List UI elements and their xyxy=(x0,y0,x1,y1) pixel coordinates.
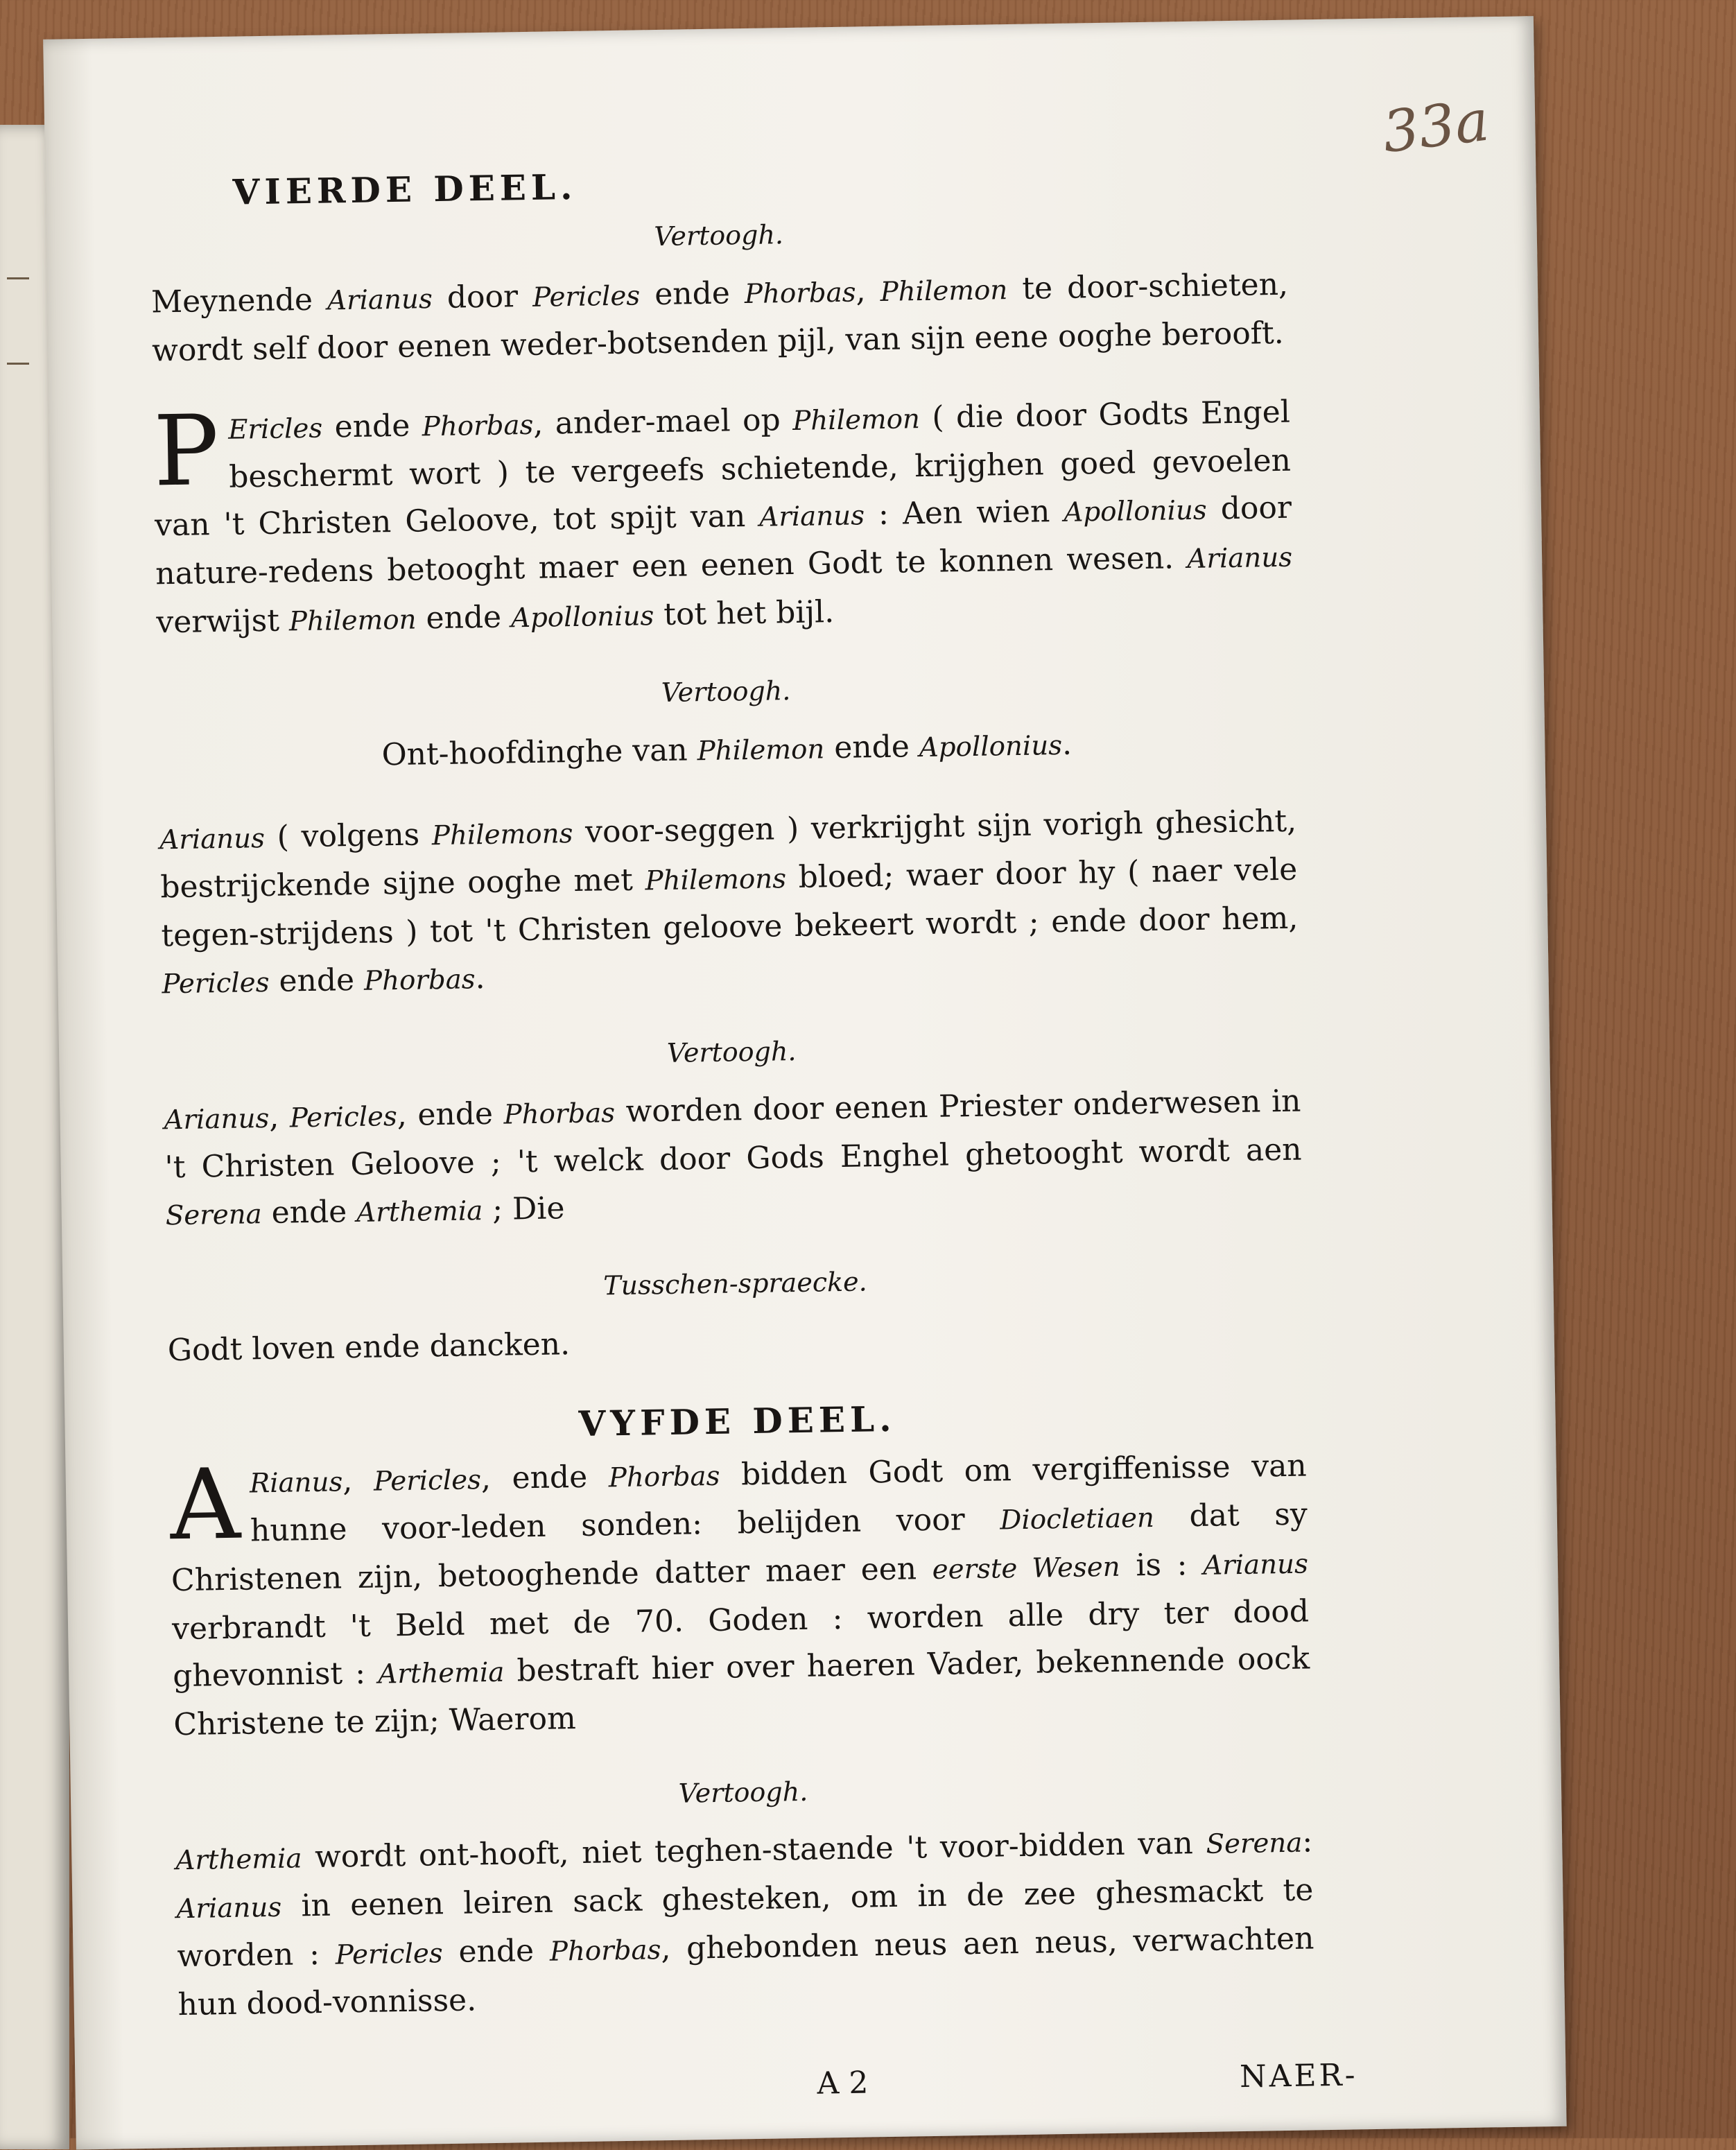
drop-cap: P xyxy=(153,394,220,509)
subheading-vertoogh: Vertoogh. xyxy=(654,219,784,252)
subheading-vertoogh: Vertoogh. xyxy=(678,1776,808,1809)
paragraph-3: Ont-hoofdinghe van Philemon ende Apollonius. xyxy=(381,726,1073,773)
signature-mark: A 2 xyxy=(817,2065,869,2101)
paragraph-4: Arianus ( volgens Philemons voor-seggen ) verkrijght sijn vorigh ghesicht, bestrijckende sijne ooghe met Philemons bloed; waer door hy ( naer vele tegen-strijdens ) tot 't Christen geloove bekeert wordt ; ende door hem, Pericles ende Phorbas. xyxy=(159,803,1299,1000)
paragraph-6: Godt loven ende dancken. xyxy=(167,1326,571,1369)
paragraph-7: A Rianus, Pericles, ende Phorbas bidden Godt om vergiffenisse van hunne voor-leden sonden: belijden voor Diocletiaen dat sy Christenen zijn, betooghende datter maer een eerste Wesen is : Arianus verbrandt 't Beld met de 70. Goden : worden alle dry ter dood ghevonnist : Arthemia bestraft hier over haeren Vader, bekennende oock Christene te zijn; Waerom xyxy=(169,1448,1310,1743)
binding-stitch xyxy=(7,277,29,365)
folio-annotation: 33a xyxy=(1379,87,1493,166)
subheading-vertoogh: Vertoogh. xyxy=(666,1036,797,1068)
page-footer xyxy=(179,2052,1358,2126)
paragraph-2: P Ericles ende Phorbas, ander-mael op Philemon ( die door Godts Engel beschermt wort ) te vergeefs schietende, krijghen goed gevoelen van 't Christen Geloove, tot spijt van Arianus : Aen wien Apollonius door nature-redens betooght maer een eenen Godt te konnen wesen. Arianus verwijst Philemon ende Apollonius tot het bijl. xyxy=(153,394,1293,641)
page-text xyxy=(149,152,1358,2126)
subheading-tusschen-spraecke: Tusschen-spraecke. xyxy=(602,1266,867,1301)
paragraph-1: Meynende Arianus door Pericles ende Phorbas, Philemon te door-schieten, wordt self door eenen weder-botsenden pijl, van sijn eene ooghe berooft. xyxy=(150,266,1289,369)
subheading-vertoogh: Vertoogh. xyxy=(661,675,791,708)
section-title-vyfde-deel: VYFDE DEEL. xyxy=(578,1398,896,1444)
section-title-vierde-deel: VIERDE DEEL. xyxy=(232,166,578,213)
book-page xyxy=(43,16,1567,2149)
catchword: NAER- xyxy=(1239,2057,1358,2095)
paragraph-8: Arthemia wordt ont-hooft, niet teghen-staende 't voor-bidden van Serena: Arianus in eenen leiren sack ghesteken, om in de zee ghesmackt te worden : Pericles ende Phorbas, ghebonden neus aen neus, verwachten hun dood-vonnisse. xyxy=(175,1823,1314,2023)
paragraph-5: Arianus, Pericles, ende Phorbas worden door eenen Priester onderwesen in 't Christen Geloove ; 't welck door Gods Enghel ghetooght wordt aen Serena ende Arthemia ; Die xyxy=(164,1083,1302,1232)
drop-cap: A xyxy=(169,1448,241,1563)
